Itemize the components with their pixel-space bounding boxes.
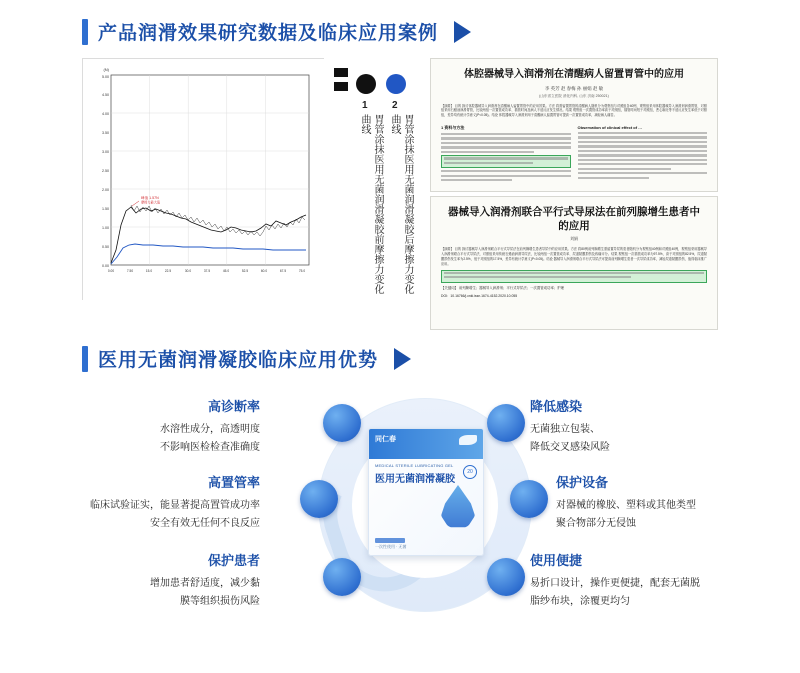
legend-dot-1	[356, 74, 376, 94]
svg-text:4.00: 4.00	[102, 112, 109, 116]
feature-protect-patient	[60, 550, 260, 611]
feature-line: 易折口设计，操作更便捷，配套无菌脱	[530, 578, 700, 589]
node-protect-patient	[323, 558, 361, 596]
feature-protect-device	[556, 472, 766, 533]
paper1-abstract: 【摘要】 目的 探讨体腔器械导入润滑剂在清醒病人留置胃管中的应用效果。方法 将需留置胃管的清醒病人随机分为观察组与对照组各40例，观察组采用体腔器械导入润滑剂润滑胃管，对照组采用石蜡油润滑胃管，比较两组一次置管成功率、插管时间及病人不适反应发生情况。结果 观察组一次置管成功率高于对照组，插管时间短于对照组，恶心呕吐等不适反应发生率低于对照组，差异均有统计学意义(P<0.05)。结论 体腔器械导入润滑剂用于清醒病人留置胃管可提高一次置管成功率，减轻病人痛苦。	[441, 103, 707, 118]
feature-title: 高诊断率	[207, 399, 260, 414]
svg-text:4.50: 4.50	[102, 93, 109, 97]
feature-line: 临床试验证实，能显著提高置管成功率	[90, 500, 260, 511]
header-accent-bar	[82, 19, 88, 45]
paper1-authors: 李 英芳 赵 春梅 孙 丽娟 赵 敏	[544, 85, 604, 91]
paper-scan-2	[430, 196, 718, 330]
product-accent-bar	[375, 538, 405, 543]
svg-text:75.0: 75.0	[298, 269, 306, 273]
svg-text:5.00: 5.00	[102, 75, 109, 79]
feature-line: 不影响医检检查准确度	[160, 442, 260, 453]
feature-title: 保护设备	[556, 475, 609, 490]
section1-body	[82, 58, 718, 330]
node-high-placement	[300, 480, 338, 518]
node-reduce-infection	[487, 404, 525, 442]
svg-text:0.50: 0.50	[102, 245, 109, 249]
svg-text:30.0: 30.0	[184, 269, 192, 273]
paper1-column-left	[441, 122, 571, 184]
paper2-keywords: 【关键词】 前列腺增生；器械导入润滑剂；平行式导尿法；一次置管成功率；护理	[441, 285, 565, 290]
friction-chart-svg	[83, 59, 325, 301]
svg-text:7.50: 7.50	[126, 269, 134, 273]
feature-line: 膜等组织损伤风险	[180, 596, 260, 607]
product-box-header	[369, 429, 483, 459]
svg-text:2.00: 2.00	[102, 188, 109, 192]
node-protect-device	[510, 480, 548, 518]
friction-chart	[82, 58, 324, 300]
svg-text:15.0: 15.0	[145, 269, 153, 273]
header-accent-bar-2	[82, 346, 88, 372]
svg-text:峰值 1.57N: 峰值 1.57N	[141, 196, 159, 200]
paper1-title: 体腔器械导入润滑剂在清醒病人留置胃管中的应用	[464, 69, 684, 80]
legend-label-1: 胃管涂抹医用无菌润滑凝胶前摩擦力变化曲线	[359, 114, 383, 294]
node-easy-use	[487, 558, 525, 596]
product-quantity-badge: 20	[463, 465, 477, 479]
feature-reduce-infection	[530, 396, 740, 457]
svg-text:0.00: 0.00	[107, 269, 115, 273]
feature-line: 水溶性成分，高透明度	[160, 424, 260, 435]
feature-line: 聚合物部分无侵蚀	[556, 518, 636, 529]
paper2-author: 刘娟	[570, 236, 578, 242]
paper2-abstract: 【摘要】 目的 探讨器械导入润滑剂联合平行式导尿法在前列腺增生患者导尿中的应用效果。方法 将80例前列腺增生需留置导尿的患者随机分为观察组40例和对照组40例，观察组采用器械导入润滑剂联合平行式导尿法，对照组采用传统石蜡油润滑导尿法，比较两组一次置管成功率、尿道黏膜损伤及疼痛评分。结果 观察组一次插管成功率为97.5%，高于对照组的82.5%，尿道黏膜损伤发生率为2.5%，低于对照组的17.5%，差异有统计学意义(P<0.05)。结论 器械导入润滑剂联合平行式导尿法可提高前列腺增生患者一次导尿成功率，减轻尿道黏膜损伤，值得临床推广应用。	[441, 247, 707, 266]
section1-title: 产品润滑效果研究数据及临床应用案例	[98, 23, 439, 44]
paper1-subhead-1: 1 资料与方法	[441, 124, 465, 130]
feature-line: 脂纱布块，涂覆更均匀	[530, 596, 630, 607]
svg-text:摩擦力最大值: 摩擦力最大值	[141, 200, 161, 205]
svg-text:22.5: 22.5	[164, 269, 172, 273]
section-header-research	[82, 18, 471, 45]
paper1-columns	[441, 122, 707, 184]
feature-high-diagnosis	[60, 396, 260, 457]
paper-scan-1	[430, 58, 718, 192]
legend-label-2: 胃管涂抹医用无菌润滑凝胶后摩擦力变化曲线	[389, 114, 413, 294]
svg-text:1.00: 1.00	[102, 226, 109, 230]
legend-swatch-2	[334, 82, 348, 91]
feature-title: 保护患者	[207, 553, 260, 568]
feature-line: 安全有效无任何不良反应	[150, 518, 260, 529]
svg-text:3.00: 3.00	[102, 150, 109, 154]
droplet-icon	[441, 485, 475, 529]
svg-text:52.5: 52.5	[241, 269, 249, 273]
svg-text:1.50: 1.50	[102, 207, 109, 211]
product-box	[368, 428, 484, 556]
feature-high-placement	[40, 472, 260, 533]
svg-text:37.5: 37.5	[203, 269, 211, 273]
section-header-advantages	[82, 345, 411, 372]
paper2-title: 器械导入润滑剂联合平行式导尿法在前列腺增生患者中的应用	[448, 206, 700, 233]
feature-line: 无菌独立包装、	[530, 424, 600, 435]
svg-text:2.50: 2.50	[102, 169, 109, 173]
feature-title: 使用便捷	[530, 553, 583, 568]
svg-text:67.5: 67.5	[279, 269, 287, 273]
product-footnote: 一次性使用 · 无菌	[375, 544, 407, 549]
fish-icon	[459, 435, 477, 445]
feature-title: 降低感染	[530, 399, 583, 414]
feature-easy-use	[530, 550, 760, 611]
node-high-diagnosis	[323, 404, 361, 442]
section2-body	[0, 382, 800, 673]
triangle-icon	[454, 21, 471, 43]
legend-dot-2	[386, 74, 406, 94]
feature-title: 高置管率	[207, 475, 260, 490]
product-english-name: MEDICAL STERILE LUBRICATING GEL	[375, 463, 454, 468]
triangle-icon-2	[394, 348, 411, 370]
svg-text:3.50: 3.50	[102, 131, 109, 135]
svg-text:45.0: 45.0	[222, 269, 230, 273]
feature-line: 增加患者舒适度，减少黏	[150, 578, 260, 589]
feature-line: 降低交叉感染风险	[530, 442, 610, 453]
product-name: 医用无菌润滑凝胶	[375, 474, 455, 485]
legend-number-1: 1	[362, 100, 368, 111]
feature-line: 对器械的橡胶、塑料或其他类型	[556, 500, 696, 511]
paper1-highlight	[441, 155, 571, 168]
paper2-doi: DOI：10.16766/j.cnki.issn.1674-4152.2020.10.055	[441, 293, 518, 298]
svg-text:0.00: 0.00	[102, 264, 109, 268]
svg-text:60.0: 60.0	[260, 269, 268, 273]
legend-swatch-1	[334, 68, 348, 77]
paper1-affiliation: (山东省立医院 消化内科, 山东 济南 250021)	[539, 93, 609, 98]
product-brand: 同仁春	[375, 436, 396, 443]
paper2-highlight	[441, 270, 707, 283]
svg-text:(N): (N)	[103, 67, 109, 72]
section2-title: 医用无菌润滑凝胶临床应用优势	[98, 350, 379, 371]
paper1-column-right	[578, 122, 708, 184]
paper1-subhead-2: Observation of clinical effect of …	[577, 124, 643, 130]
legend-number-2: 2	[392, 100, 398, 111]
chart-legend	[334, 64, 420, 300]
